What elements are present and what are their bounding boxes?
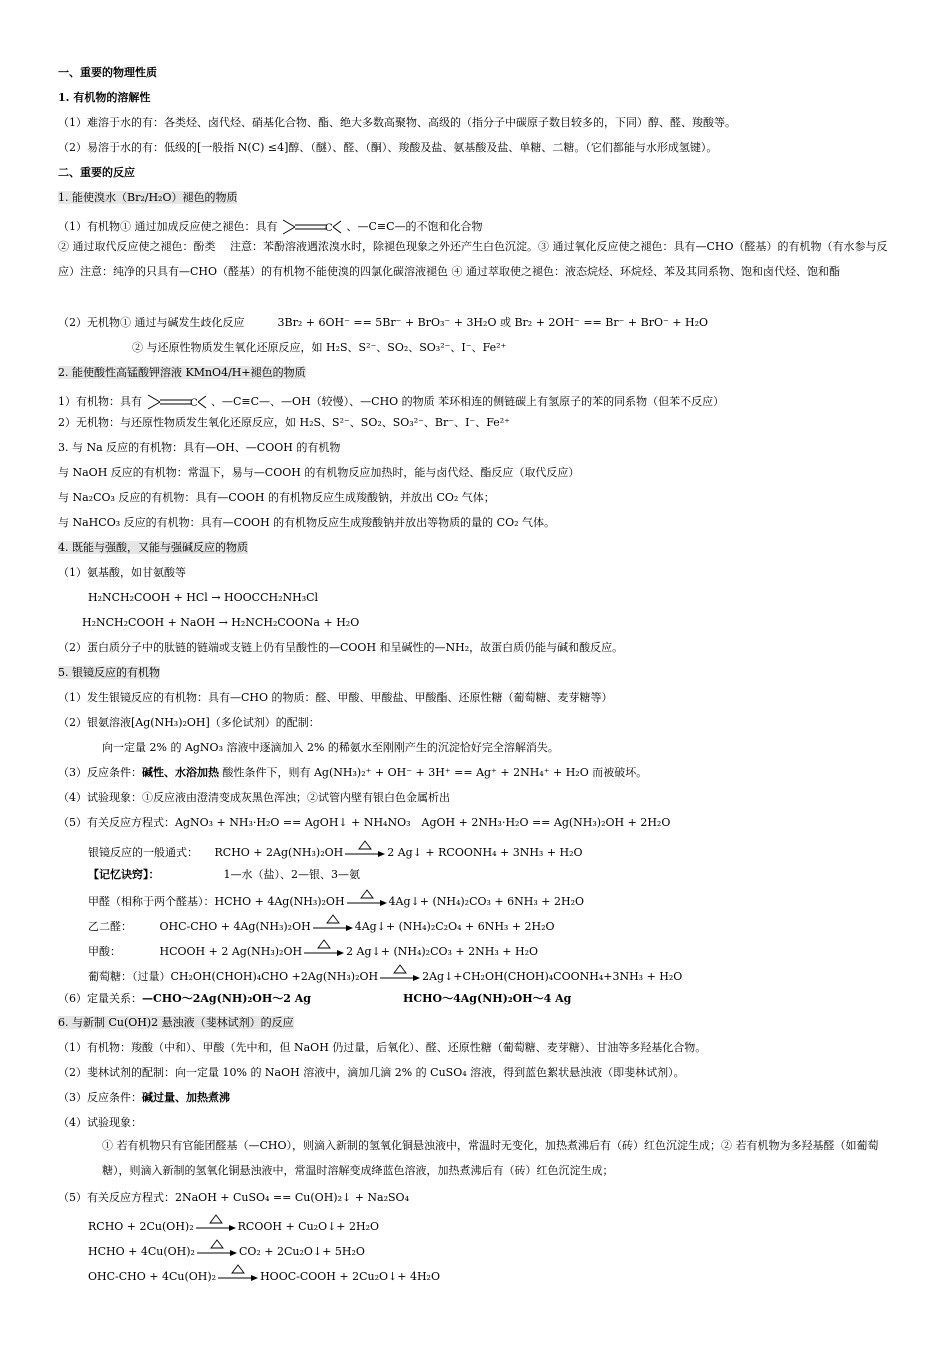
silver-conditions-label: （3）反应条件： xyxy=(58,766,142,779)
amphoteric-title: 4. 既能与强酸，又能与强碱反应的物质 xyxy=(58,541,248,554)
heat-arrow-icon xyxy=(343,846,387,860)
eq-reactants: 乙二醛： OHC-CHO + 4Ag(NH₃)₂OH xyxy=(88,920,311,933)
silver-conditions-line xyxy=(58,766,647,780)
memory-tip-text: 1—水（盐）、2—银、3—氨 xyxy=(223,868,360,881)
nahco3-line: 与 NaHCO₃ 反应的有机物：具有—COOH 的有机物反应生成羧酸钠并放出等物质的量的 CO₂ 气体。 xyxy=(58,516,555,529)
naoh-line: 与 NaOH 反应的有机物：常温下，易与—COOH 的有机物反应加热时，能与卤代烃、酯反应（取代反应） xyxy=(58,466,580,479)
quantitative-cho: —CHO～2Ag(NH)₂OH～2 Ag xyxy=(142,992,311,1005)
fehling-organics: （1）有机物：羧酸（中和）、甲酸（先中和，但 NaOH 仍过量，后氧化）、醛、还原性糖（葡萄糖、麦芽糖）、甘油等多羟基化合物。 xyxy=(58,1041,707,1054)
tollens-prep-step: 向一定量 2% 的 AgNO₃ 溶液中逐滴加入 2% 的稀氨水至刚刚产生的沉淀恰好完全溶解消失。 xyxy=(102,741,559,754)
fehling-conditions-label: （3）反应条件： xyxy=(58,1091,142,1104)
eq-products: 2 Ag↓ + RCOONH₄ + 3NH₃ + H₂O xyxy=(387,846,583,859)
heat-arrow-icon xyxy=(311,920,355,934)
bromine-organic-text-a: （1）有机物① 通过加成反应使之褪色：具有 xyxy=(58,220,278,233)
quantitative-line xyxy=(58,992,571,1006)
fehling-conditions xyxy=(58,1091,230,1105)
fehling-phenomena-title: （4）试验现象： xyxy=(58,1116,142,1129)
heat-arrow-icon xyxy=(302,945,346,959)
kmno4-inorganic-line: 2）无机物：与还原性物质发生氧化还原反应，如 H₂S、S²⁻、SO₂、SO₃²⁻、Br⁻、I⁻、Fe²⁺ xyxy=(58,416,510,429)
kmno4-organic-text-b: 、—C≡C—、—OH（较慢）、—CHO 的物质 苯环相连的侧链碳上有氢原子的苯的同系物（但苯不反应） xyxy=(211,395,725,408)
fehling-equation-title: （5）有关反应方程式：2NaOH + CuSO₄ == Cu(OH)₂↓ + Na₂SO₄ xyxy=(58,1191,409,1204)
eq-reactants: 甲醛（相称于两个醛基）：HCHO + 4Ag(NH₃)₂OH xyxy=(88,895,345,908)
section-heading-physical: 一、重要的物理性质 xyxy=(58,66,157,79)
eq-reactants: RCHO + 2Cu(OH)₂ xyxy=(88,1220,194,1233)
heat-arrow-icon xyxy=(194,1220,238,1234)
na2co3-line: 与 Na₂CO₃ 反应的有机物：具有—COOH 的有机物反应生成羧酸钠，并放出 CO₂ 气体； xyxy=(58,491,495,504)
svg-text:C: C xyxy=(325,223,333,234)
eq-reactants: 甲酸： HCOOH + 2 Ag(NH₃)₂OH xyxy=(88,945,303,958)
solubility-line-2: （2）易溶于水的有：低级的[一般指 N(C) ≤4]醇、（醚）、醛、（酮）、羧酸及盐、氨基酸及盐、单糖、二糖。（它们都能与水形成氢键）。 xyxy=(58,141,718,154)
glyoxal-equation xyxy=(88,920,555,934)
eq-products: CO₂ + 2Cu₂O↓+ 5H₂O xyxy=(238,1245,365,1258)
heat-arrow-icon xyxy=(216,1270,260,1284)
tollens-prep-title: （2）银氨溶液[Ag(NH₃)₂OH]（多伦试剂）的配制： xyxy=(58,716,320,729)
silver-conditions-bold: 碱性、水浴加热 xyxy=(142,766,219,779)
kmno4-organic-text-a: 1）有机物：具有 xyxy=(58,395,142,408)
bromine-redox-line: ② 与还原性物质发生氧化还原反应，如 H₂S、S²⁻、SO₂、SO₃²⁻、I⁻、Fe²⁺ xyxy=(132,341,507,354)
bromine-inorganic-line: （2）无机物① 通过与碱发生歧化反应 3Br₂ + 6OH⁻ == 5Br⁻ + BrO₃⁻ + 3H₂O 或 Br₂ + 2OH⁻ == Br⁻ + BrO⁻ + H₂O xyxy=(58,316,709,329)
eq-reactants: 葡萄糖：（过量）CH₂OH(CHOH)₄CHO +2Ag(NH₃)₂OH xyxy=(88,970,379,983)
silver-conditions-note: 酸性条件下，则有 Ag(NH₃)₂⁺ + OH⁻ + 3H⁺ == Ag⁺ + 2NH₄⁺ + H₂O 而被破坏。 xyxy=(219,766,648,779)
fehling-rcho-equation xyxy=(88,1220,379,1234)
silver-general-equation xyxy=(88,846,583,860)
fehling-phenomena-text: ① 若有机物只有官能团醛基（—CHO），则滴入新制的氢氧化铜悬浊液中，常温时无变化，加热煮沸后有（砖）红色沉淀生成；② 若有机物为多羟基醛（如葡萄糖），则滴入新制的氢氧化铜悬浊液中，常温时溶解变成绛蓝色溶液，加热煮沸后有（砖）红色沉淀生成； xyxy=(102,1139,879,1177)
silver-equations-line: （5）有关反应方程式：AgNO₃ + NH₃·H₂O == AgOH↓ + NH₄NO₃ AgOH + 2NH₃·H₂O == Ag(NH₃)₂OH + 2H₂O xyxy=(58,816,671,829)
eq-products: 2Ag↓+CH₂OH(CHOH)₄COONH₄+3NH₃ + H₂O xyxy=(422,970,683,983)
eq-products: RCOOH + Cu₂O↓+ 2H₂O xyxy=(237,1220,380,1233)
eq-reactants: 银镜反应的一般通式： RCHO + 2Ag(NH₃)₂OH xyxy=(88,846,344,859)
protein-line: （2）蛋白质分子中的肽链的链端或支链上仍有呈酸性的—COOH 和呈碱性的—NH₂，故蛋白质仍能与碱和酸反应。 xyxy=(58,641,624,654)
memory-tip-label: 【记忆诀窍】： xyxy=(88,868,160,881)
svg-text:C: C xyxy=(189,398,198,409)
glucose-equation xyxy=(88,970,682,984)
fehling-prep: （2）斐林试剂的配制：向一定量 10% 的 NaOH 溶液中，滴加几滴 2% 的 CuSO₄ 溶液，得到蓝色絮状悬浊液（即斐林试剂）。 xyxy=(58,1066,685,1079)
glycine-hcl-equation: H₂NCH₂COOH + HCl → HOOCCH₂NH₃Cl xyxy=(88,591,319,604)
formaldehyde-equation xyxy=(88,895,584,909)
eq-products: 2 Ag↓+ (NH₄)₂CO₃ + 2NH₃ + H₂O xyxy=(346,945,539,958)
silver-mirror-title: 5. 银镜反应的有机物 xyxy=(58,666,160,679)
eq-products: 4Ag↓+ (NH₄)₂C₂O₄ + 6NH₃ + 2H₂O xyxy=(354,920,555,933)
bromine-water-title: 1. 能使溴水（Br₂/H₂O）褪色的物质 xyxy=(58,191,238,204)
fehling-title: 6. 与新制 Cu(OH)2 悬浊液（斐林试剂）的反应 xyxy=(58,1016,294,1029)
sodium-title: 3. 与 Na 反应的有机物：具有—OH、—COOH 的有机物 xyxy=(58,441,341,454)
kmno4-organic-line xyxy=(58,393,724,411)
heat-arrow-icon xyxy=(345,895,389,909)
fehling-hcho-equation xyxy=(88,1245,365,1259)
formic-acid-equation xyxy=(88,945,538,959)
memory-tip-line xyxy=(88,868,360,882)
fehling-conditions-bold: 碱过量、加热煮沸 xyxy=(142,1091,230,1104)
eq-reactants: OHC-CHO + 4Cu(OH)₂ xyxy=(88,1270,217,1283)
kmno4-title: 2. 能使酸性高锰酸钾溶液 KMnO4/H+褪色的物质 xyxy=(58,366,306,379)
quantitative-label: （6）定量关系： xyxy=(58,992,142,1005)
eq-reactants: HCHO + 4Cu(OH)₂ xyxy=(88,1245,195,1258)
eq-products: 4Ag↓+ (NH₄)₂CO₃ + 6NH₃ + 2H₂O xyxy=(388,895,584,908)
silver-mirror-organics: （1）发生银镜反应的有机物：具有—CHO 的物质：醛、甲酸、甲酸盐、甲酸酯、还原性糖（葡萄糖、麦芽糖等） xyxy=(58,691,613,704)
heat-arrow-icon xyxy=(195,1245,239,1259)
quantitative-hcho: HCHO～4Ag(NH)₂OH～4 Ag xyxy=(402,992,572,1005)
bromine-substitution-paragraph: ② 通过取代反应使之褪色：酚类 注意：苯酚溶液遇浓溴水时，除褪色现象之外还产生白色沉淀。③ 通过氧化反应使之褪色：具有—CHO（醛基）的有机物（有水参与反应）注意：纯净的只具有—CHO（醛基）的有机物不能使溴的四氯化碳溶液褪色 ④ 通过萃取使之褪色：液态烷烃、环烷烃、苯及其同系物、饱和卤代烃、饱和酯 xyxy=(58,240,888,278)
glycine-naoh-equation: H₂NCH₂COOH + NaOH → H₂NCH₂COONa + H₂O xyxy=(82,616,360,629)
bromine-organic-text-b: 、—C≡C—的不饱和化合物 xyxy=(346,220,483,233)
fehling-glyoxal-equation xyxy=(88,1270,440,1284)
eq-products: HOOC-COOH + 2Cu₂O↓+ 4H₂O xyxy=(260,1270,440,1283)
silver-phenomena-line: （4）试验现象：①反应液由澄清变成灰黑色浑浊；②试管内壁有银白色金属析出 xyxy=(58,791,450,804)
amino-acid-line: （1）氨基酸，如甘氨酸等 xyxy=(58,566,186,579)
alkene-structure-icon-2 xyxy=(146,393,208,411)
solubility-title: 1. 有机物的溶解性 xyxy=(58,91,151,104)
solubility-line-1: （1）难溶于水的有：各类烃、卤代烃、硝基化合物、酯、绝大多数高聚物、高级的（指分子中碳原子数目较多的，下同）醇、醛、羧酸等。 xyxy=(58,116,736,129)
section-heading-reactions: 二、重要的反应 xyxy=(58,166,135,179)
heat-arrow-icon xyxy=(378,970,422,984)
